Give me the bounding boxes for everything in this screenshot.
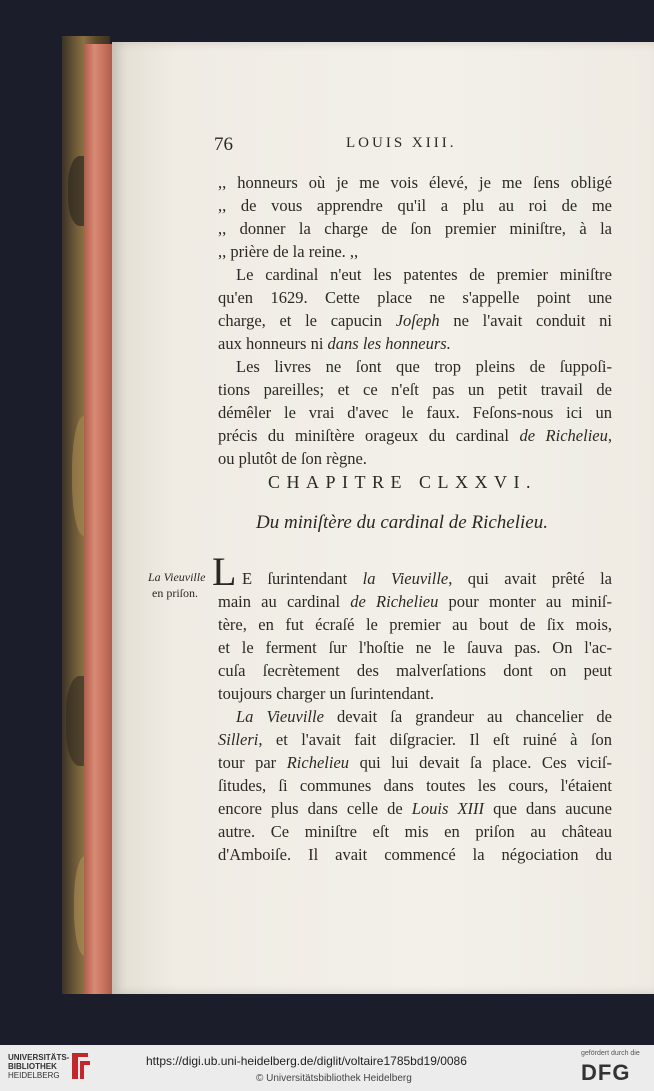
text-line: ,, prière de la reine. ,,: [218, 242, 359, 261]
library-name[interactable]: UNIVERSITÄTS- BIBLIOTHEK HEIDELBERG: [8, 1053, 70, 1080]
text-line: tions pareilles; et ce n'eſt pas un petit travail de: [218, 380, 612, 399]
text-line: main au cardinal de Richelieu pour monter au miniſ-: [218, 592, 613, 611]
text-line: qu'en 1629. Cette place ne s'appelle point une: [218, 288, 612, 307]
text-line: ,, de vous apprendre qu'il a plu au roi de me: [218, 196, 612, 215]
margin-note: en priſon.: [152, 586, 198, 600]
text-line: et le ferment ſur l'hoſtie ne le ſauva pas. On l'ac-: [218, 638, 612, 657]
text-line: d'Amboiſe. Il avait commencé la négociation du: [218, 845, 612, 864]
text-line: aux honneurs ni dans les honneurs.: [218, 334, 451, 353]
text-line: ſitudes, ſi communes dans toutes les cours, l'étaient: [218, 776, 612, 795]
text-line: Le cardinal n'eut les patentes de premier miniſtre: [236, 265, 612, 284]
text-line: tère, en fut écraſé le premier au bout de ſix mois,: [218, 615, 612, 634]
page-edge-red: [84, 44, 114, 994]
text-line: ,, donner la charge de ſon premier miniſtre, à la: [218, 219, 612, 238]
text-line: encore plus dans celle de Louis XIII que dans aucune: [218, 799, 612, 818]
page-number: 76: [214, 134, 233, 155]
page-header: [0, 134, 654, 156]
footer-bar: [0, 1045, 654, 1091]
text-line: précis du miniſtère orageux du cardinal de Richelieu,: [218, 426, 612, 445]
text-line: cuſa ſecrètement des malverſations dont on peut: [218, 661, 612, 680]
text-line: autre. Ce miniſtre eſt mis en priſon au château: [218, 822, 612, 841]
text-line: Les livres ne ſont que trop pleins de ſuppoſi-: [236, 357, 612, 376]
text-line: toujours charger un ſurintendant.: [218, 684, 434, 703]
text-line: tour par Richelieu qui lui devait ſa place. Ces viciſ-: [218, 753, 612, 772]
text-line: démêler le vrai d'avec le faux. Feſons-nous ici un: [218, 403, 612, 422]
text-line: Silleri, et l'avait fait diſgracier. Il eſt ruiné à ſon: [218, 730, 612, 749]
margin-note: La Vieuville: [148, 570, 206, 584]
text-line: E ſurintendant la Vieuville, qui avait prêté la: [242, 569, 613, 588]
chapter-subtitle: Du miniſtère du cardinal de Richelieu.: [256, 512, 548, 533]
running-head: LOUIS XIII.: [346, 135, 457, 151]
permalink-url[interactable]: https://digi.ub.uni-heidelberg.de/diglit/voltaire1785bd19/0086: [146, 1054, 467, 1068]
funding-note: gefördert durch die: [581, 1050, 640, 1057]
text-line: charge, et le capucin Joſeph ne l'avait conduit ni: [218, 311, 612, 330]
text-line: ou plutôt de ſon règne.: [218, 449, 367, 468]
text-line: La Vieuville devait ſa grandeur au chancelier de: [236, 707, 612, 726]
copyright-note: © Universitätsbibliothek Heidelberg: [256, 1073, 412, 1084]
dfg-logo[interactable]: DFG: [581, 1060, 631, 1085]
text-line: ,, honneurs où je me vois élevé, je me ſens obligé: [218, 173, 612, 192]
chapter-title: CHAPITRE CLXXVI.: [268, 472, 537, 492]
drop-cap: L: [212, 549, 237, 594]
library-logo-icon[interactable]: [68, 1051, 92, 1081]
